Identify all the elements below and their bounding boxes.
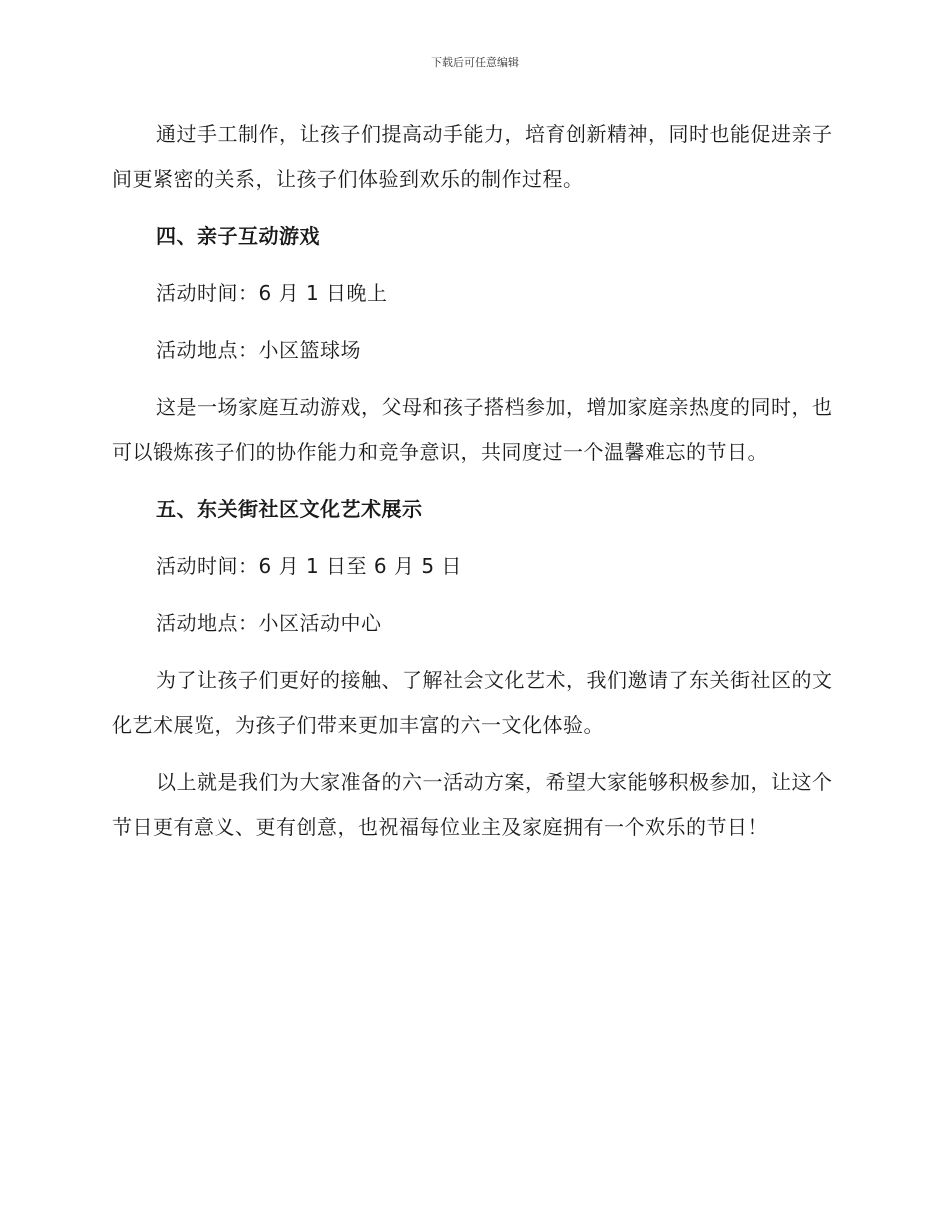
section-heading-4: 四、亲子互动游戏 (156, 224, 320, 248)
section5-place: 活动地点：小区活动中心 (156, 611, 382, 635)
section-heading-5: 五、东关街社区文化艺术展示 (156, 497, 423, 521)
closing-paragraph: 以上就是我们为大家准备的六一活动方案，希望大家能够积极参加，让这个节日更有意义、更有创意，也祝福每位业主及家庭拥有一个欢乐的节日！ (112, 770, 833, 839)
document-body (112, 112, 834, 862)
section4-time: 活动时间：6 月 1 日晚上 (156, 281, 388, 305)
section5-body: 为了让孩子们更好的接触、了解社会文化艺术，我们邀请了东关街社区的文化艺术展览，为孩子们带来更加丰富的六一文化体验。 (112, 668, 833, 737)
header-note: 下载后可任意编辑 (431, 56, 519, 69)
section5-time: 活动时间：6 月 1 日至 6 月 5 日 (156, 554, 462, 578)
section4-body: 这是一场家庭互动游戏，父母和孩子搭档参加，增加家庭亲热度的同时，也可以锻炼孩子们的协作能力和竞争意识，共同度过一个温馨难忘的节日。 (112, 395, 833, 464)
section4-place: 活动地点：小区篮球场 (156, 338, 361, 362)
intro-paragraph: 通过手工制作，让孩子们提高动手能力，培育创新精神，同时也能促进亲子间更紧密的关系，让孩子们体验到欢乐的制作过程。 (112, 122, 833, 191)
